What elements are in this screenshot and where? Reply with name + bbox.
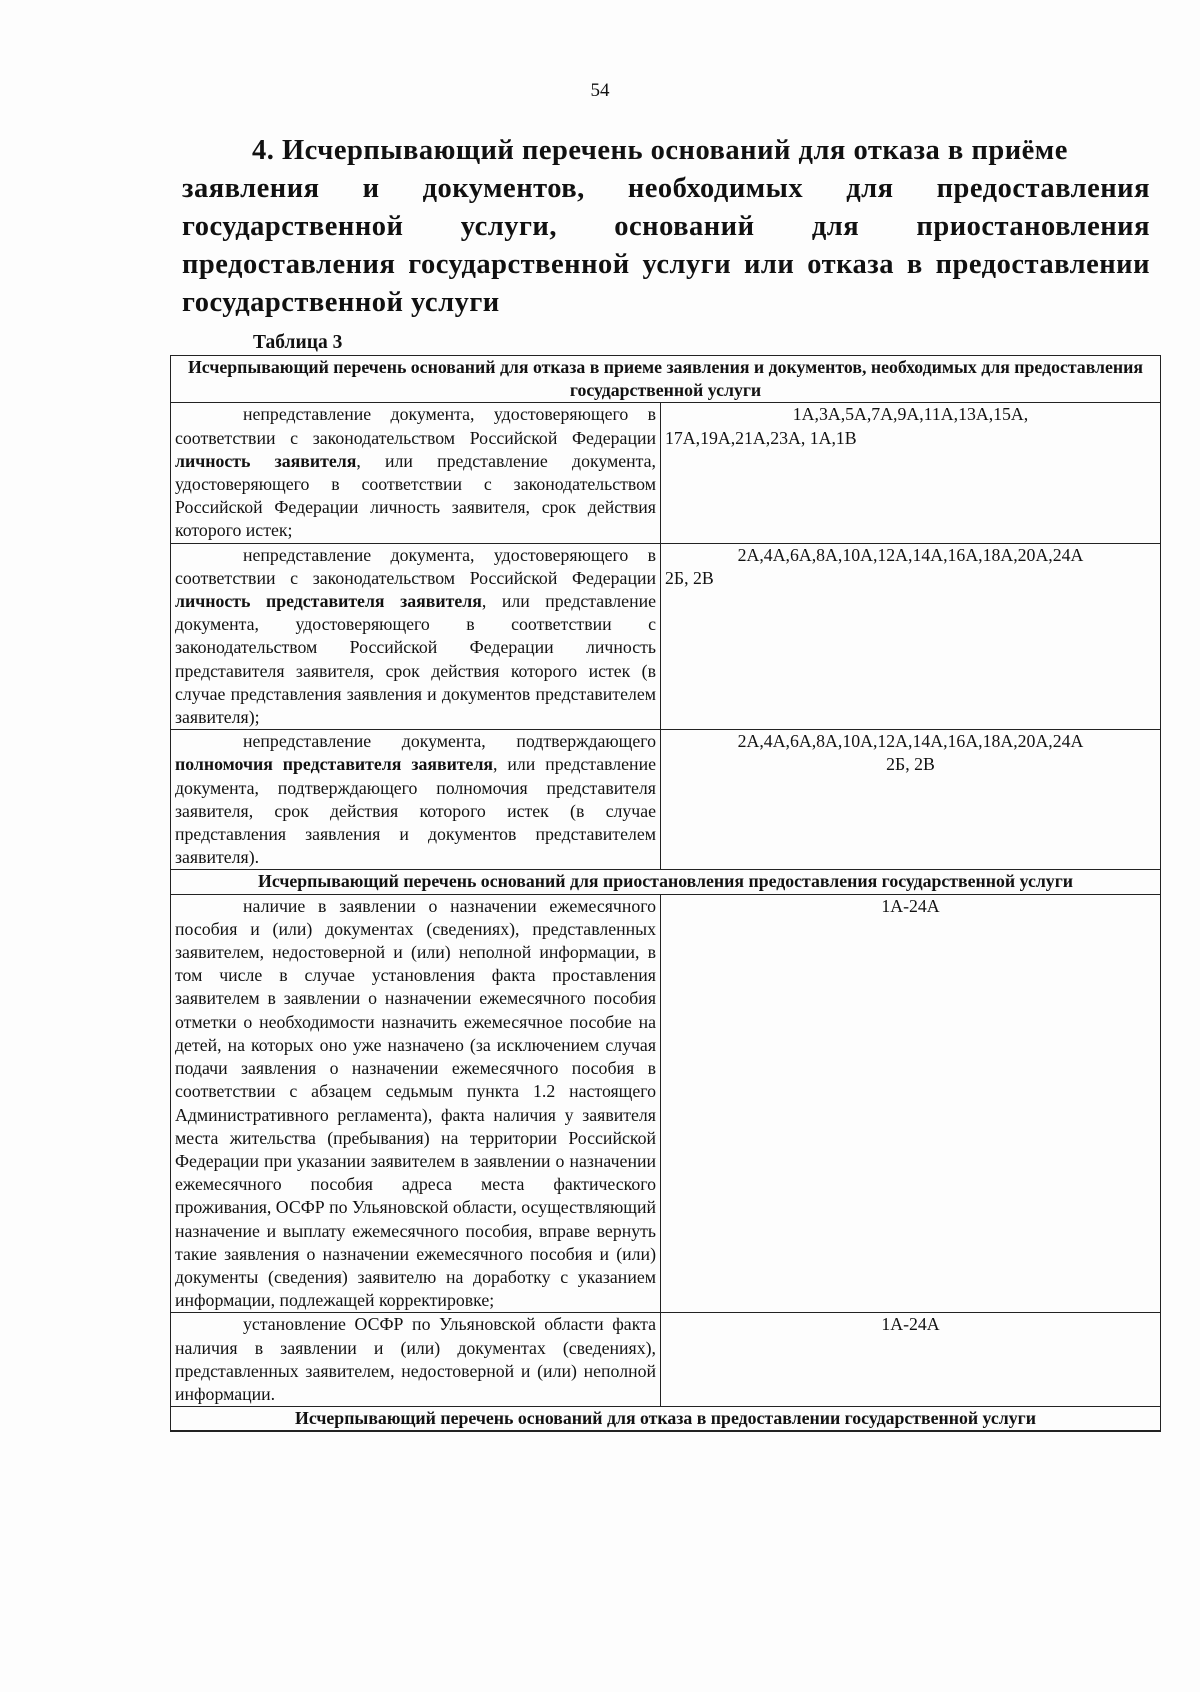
reason-text: установление ОСФР по Ульяновской области факта наличия в заявлении и (или) документах (сведениях), представленных заявителем, недостоверной и (или) неполной информации. [175,1314,656,1404]
section-heading-line1: 4. Исчерпывающий перечень оснований для отказа в приёме [252,135,1068,166]
table-row [171,1313,1161,1407]
section-header-row [171,870,1161,894]
section-heading-rest: заявления и документов, необходимых для предоставления государственной услуги, оснований для приостановления предоставления государственной услуги или отказа в предоставлении государственной услуги [182,173,1150,318]
codes-cell: 1А-24А [661,894,1161,1313]
codes-cell [661,730,1161,870]
codes-line: 2А,4А,6А,8А,10А,12А,14А,16А,18А,20А,24А [737,544,1084,565]
section-title-refusal-acceptance: Исчерпывающий перечень оснований для отказа в приеме заявления и документов, необходимых для предоставления государственной услуги [171,356,1161,403]
section-title-refusal-service: Исчерпывающий перечень оснований для отказа в предоставлении государственной услуги [171,1407,1161,1432]
section-heading [182,132,1150,322]
table-row [171,730,1161,870]
table-caption: Таблица 3 [253,332,343,353]
codes-line: 1А,3А,5А,7А,9А,11А,13А,15А, [792,404,1029,425]
reason-text: , или представление документа, удостоверяющего в соответствии с законодательством Российской Федерации личность заявителя, срок действия которого истек; [175,450,656,541]
codes-line: 2Б, 2В [886,754,935,775]
codes-cell: 1А-24А [661,1313,1161,1407]
section-header-row [171,1407,1161,1432]
table-row [171,894,1161,1313]
reason-text: непредставление документа, удостоверяющего в соответствии с законодательством Российской Федерации [175,544,656,588]
reason-cell [171,1313,661,1407]
reason-text: наличие в заявлении о назначении ежемесячного пособия и (или) документах (сведениях), представленных заявителем, недостоверной и (или) неполной информации, в том числе в случае установления факта проставления заявителем в заявлении о назначении ежемесячного пособия отметки о необходимости назначить ежемесячное пособие на детей, на которых оно уже назначено (за исключением случая подачи заявления о назначении ежемесячного пособия в соответствии с абзацем седьмым пункта 1.2 настоящего Административного регламента), факта наличия у заявителя места жительства (пребывания) на территории Российской Федерации при указании заявителем в заявлении о назначении ежемесячного пособия адреса места фактического проживания, ОСФР по Ульяновской области, осуществляющий назначение и выплату ежемесячного пособия, вправе вернуть такие заявления о назначении ежемесячного пособия и (или) документы (сведения) заявителю на доработку с указанием информации, подлежащей корректировке; [175,895,657,1311]
table-row [171,543,1161,730]
reason-text: непредставление документа, удостоверяющего в соответствии с законодательством Российской Федерации [175,404,656,448]
section-header-row [171,356,1161,403]
table-row [171,403,1161,543]
codes-line: 17А,19А,21А,23А, 1А,1В [665,427,857,448]
reason-text: непредставление документа, подтверждающего [243,731,656,752]
codes-line: 2А,4А,6А,8А,10А,12А,14А,16А,18А,20А,24А [737,731,1084,752]
reason-cell [171,543,661,730]
grounds-table [170,355,1161,1432]
page-number: 54 [590,80,610,101]
reason-cell [171,894,661,1313]
reason-emphasis: полномочия представителя заявителя [175,754,494,775]
reason-text: , или представление документа, удостоверяющего в соответствии с законодательством Российской Федерации личность представителя заявителя, срок действия которого истек (в случае представления заявления и документов представителем заявителя); [175,591,656,728]
section-title-suspension: Исчерпывающий перечень оснований для приостановления предоставления государственной услуги [171,870,1161,894]
codes-line: 2Б, 2В [665,567,714,588]
reason-cell [171,403,661,543]
codes-cell [661,403,1161,543]
reason-text: , или представление документа, подтверждающего полномочия представителя заявителя, срок действия которого истек (в случае представления заявления и документов представителем заявителя). [175,754,656,868]
reason-cell [171,730,661,870]
codes-cell [661,543,1161,730]
reason-emphasis: личность представителя заявителя [175,591,482,612]
reason-emphasis: личность заявителя [175,450,357,471]
